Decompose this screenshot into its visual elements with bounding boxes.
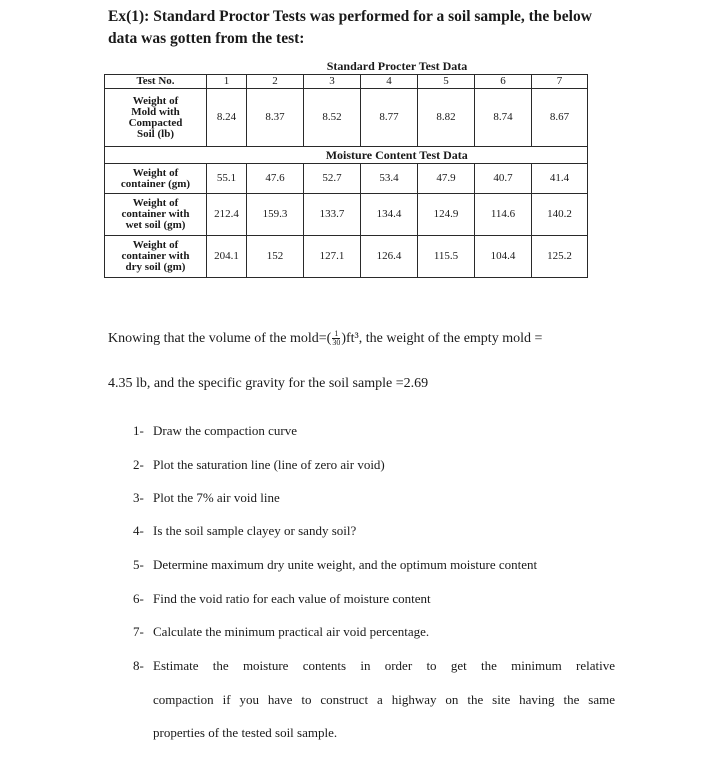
given-text: Knowing that the volume of the mold=( [108, 331, 332, 346]
question-number: 6- [133, 591, 144, 606]
container-cell: 47.9 [418, 164, 475, 194]
label-line: dry soil (gm) [125, 261, 186, 273]
dry-soil-cell: 127.1 [304, 236, 361, 278]
fraction-denominator: 30 [332, 338, 341, 348]
question-number: 1- [133, 423, 144, 438]
question-text: Draw the compaction curve [153, 423, 298, 438]
question-text: Plot the 7% air void line [153, 490, 280, 505]
wet-soil-cell: 133.7 [304, 194, 361, 236]
question-text: Calculate the minimum practical air void percentage. [153, 624, 430, 639]
heading-line-1: Ex(1): Standard Proctor Tests was performed for a soil sample, the below [108, 8, 592, 25]
label-line: Soil (lb) [137, 127, 174, 140]
question-text: Plot the saturation line (line of zero air void) [153, 457, 385, 472]
test-no-cell: 6 [475, 75, 532, 89]
question-item [133, 489, 618, 506]
question-number: 3- [133, 490, 144, 505]
weight-mold-cell: 8.82 [418, 89, 475, 147]
test-no-cell: 2 [247, 75, 304, 89]
question-number: 5- [133, 557, 144, 572]
dry-soil-cell: 204.1 [207, 236, 247, 278]
given-data-line-2: 4.35 lb, and the specific gravity for the soil sample =2.69 [108, 376, 429, 391]
given-text: )ft³, the weight of the empty mold = [341, 331, 543, 346]
label-line: container (gm) [120, 177, 191, 190]
label-line: container with [121, 250, 190, 262]
container-cell: 47.6 [247, 164, 304, 194]
label-line: container with [121, 208, 190, 220]
table-title: Standard Procter Test Data [207, 59, 588, 75]
dry-soil-cell: 115.5 [418, 236, 475, 278]
wet-soil-cell: 124.9 [418, 194, 475, 236]
weight-mold-cell: 8.67 [532, 89, 588, 147]
wet-soil-cell: 114.6 [475, 194, 532, 236]
question-text: Find the void ratio for each value of moisture content [153, 591, 431, 606]
question-item [133, 556, 618, 573]
question-item [133, 456, 618, 473]
question-number: 4- [133, 523, 144, 538]
wet-soil-cell: 134.4 [361, 194, 418, 236]
dry-soil-cell: 104.4 [475, 236, 532, 278]
question-text: Determine maximum dry unite weight, and the optimum moisture content [153, 557, 538, 572]
container-cell: 41.4 [532, 164, 588, 194]
container-cell: 53.4 [361, 164, 418, 194]
question-8-continuation: properties of the tested soil sample. [153, 725, 338, 740]
wet-soil-cell: 212.4 [207, 194, 247, 236]
dry-soil-cell: 125.2 [532, 236, 588, 278]
question-number: 2- [133, 457, 144, 472]
wet-soil-cell: 159.3 [247, 194, 304, 236]
question-8-continuation: compaction if you have to construct a highway on the site having the same [153, 692, 615, 707]
question-item [133, 623, 618, 640]
label-line: Compacted [128, 116, 183, 129]
weight-mold-cell: 8.77 [361, 89, 418, 147]
test-no-cell: 3 [304, 75, 361, 89]
weight-mold-cell: 8.37 [247, 89, 304, 147]
label-line: Mold with [131, 105, 180, 118]
container-cell: 40.7 [475, 164, 532, 194]
label-line: Weight of [132, 239, 179, 251]
test-no-label: Test No. [105, 75, 207, 89]
container-cell: 55.1 [207, 164, 247, 194]
wet-soil-cell: 140.2 [532, 194, 588, 236]
question-item [133, 422, 618, 439]
question-text: Is the soil sample clayey or sandy soil? [153, 523, 357, 538]
question-item [133, 590, 618, 607]
dry-soil-cell: 152 [247, 236, 304, 278]
heading-line-2: data was gotten from the test: [108, 30, 305, 47]
container-cell: 52.7 [304, 164, 361, 194]
label-line: Weight of [132, 197, 179, 209]
dry-soil-cell: 126.4 [361, 236, 418, 278]
test-no-cell: 4 [361, 75, 418, 89]
label-line: Weight of [132, 94, 179, 107]
label-line: Weight of [132, 166, 179, 179]
test-no-cell: 1 [207, 75, 247, 89]
fraction-numerator: 1 [334, 329, 339, 339]
question-text: Estimate the moisture contents in order to get the minimum relative [153, 658, 615, 673]
label-line: wet soil (gm) [125, 219, 186, 231]
question-number: 8- [133, 658, 144, 673]
question-number: 7- [133, 624, 144, 639]
weight-mold-cell: 8.74 [475, 89, 532, 147]
weight-mold-cell: 8.52 [304, 89, 361, 147]
moisture-section-title: Moisture Content Test Data [207, 147, 588, 164]
question-item [133, 657, 618, 674]
test-no-cell: 7 [532, 75, 588, 89]
weight-mold-cell: 8.24 [207, 89, 247, 147]
test-no-cell: 5 [418, 75, 475, 89]
question-item [133, 522, 618, 539]
